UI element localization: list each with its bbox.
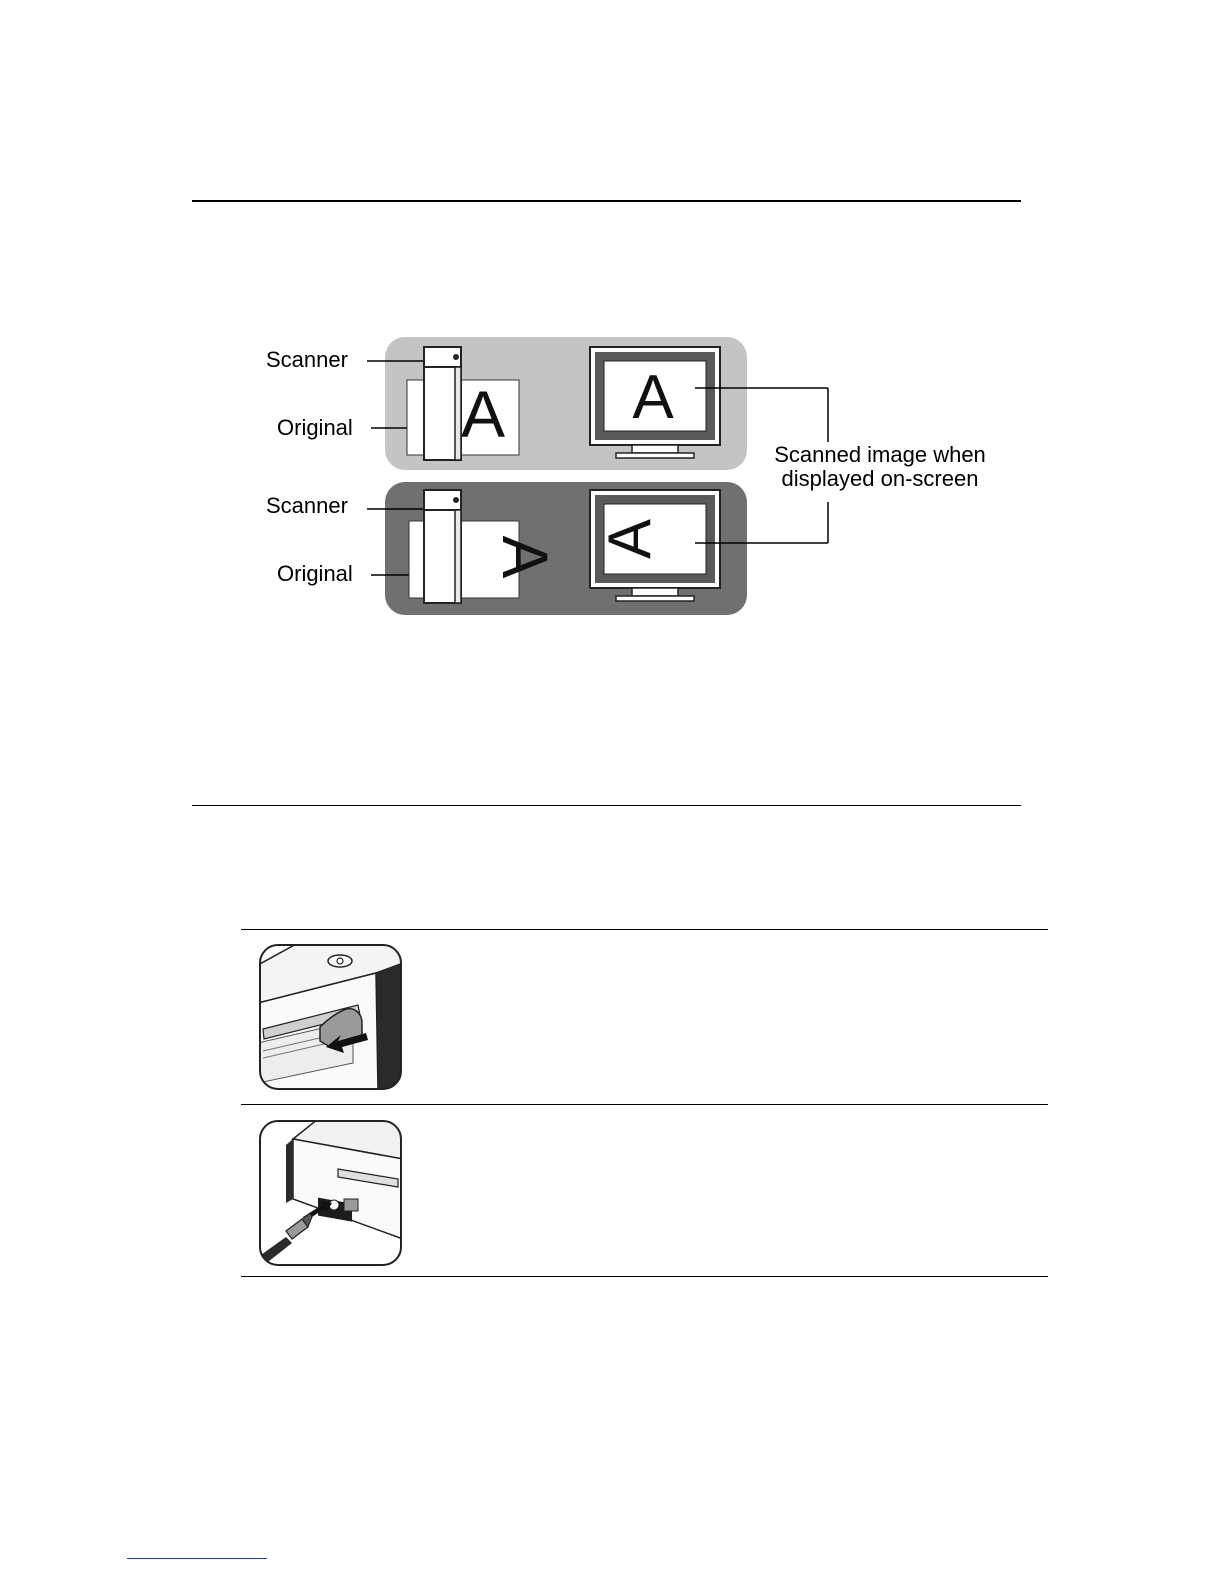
scanner-icon — [424, 347, 461, 460]
screen-letter-2: A — [596, 518, 663, 560]
original-letter-1: A — [460, 377, 506, 451]
remove-tape-illustration — [258, 943, 403, 1091]
table-bottom-border — [241, 1276, 1048, 1277]
original-label-2: Original — [277, 561, 353, 586]
scanner-icon — [424, 490, 461, 603]
scanner-label-1: Scanner — [266, 347, 348, 372]
top-rule — [192, 200, 1021, 202]
table-row-border — [241, 1104, 1048, 1105]
section-rule — [192, 805, 1021, 806]
table-top-border — [241, 929, 1048, 930]
footnote-rule — [127, 1558, 267, 1559]
scan-orientation-figure — [250, 330, 1030, 625]
plug-power-illustration — [258, 1119, 403, 1267]
scanner-label-2: Scanner — [266, 493, 348, 518]
original-label-1: Original — [277, 415, 353, 440]
original-letter-2: A — [489, 535, 561, 579]
callout-line-1: Scanned image when — [774, 442, 986, 467]
callout-line-2: displayed on-screen — [781, 466, 979, 491]
screen-letter-1: A — [632, 363, 674, 432]
